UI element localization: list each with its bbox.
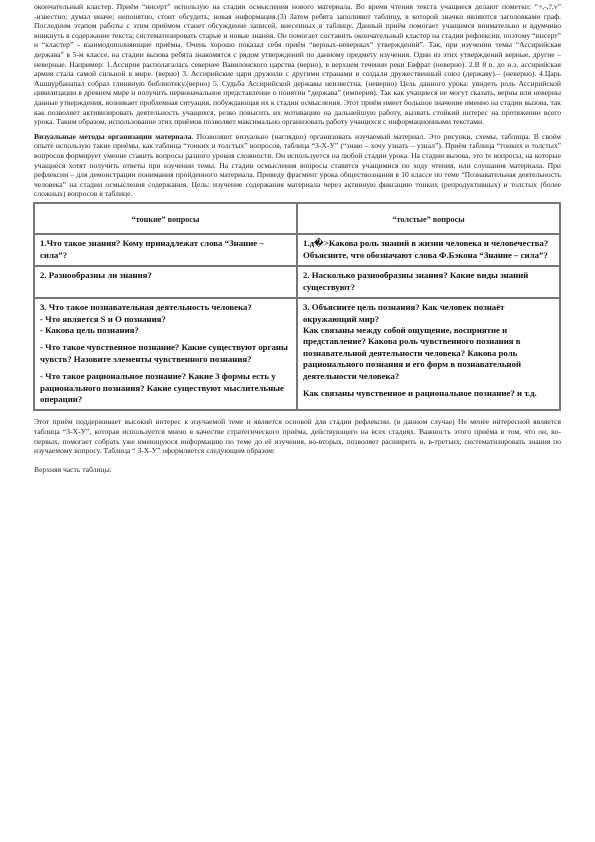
table-row: [34, 298, 560, 410]
header-thick-questions: “толстые” вопросы: [297, 203, 560, 235]
table-cell-thick: [297, 266, 560, 298]
cell-question: - Какова цель познания?: [40, 324, 139, 335]
table-row: [34, 234, 560, 266]
questions-table: [33, 202, 561, 411]
cell-question: 2. Насколько разнообразны знания? Какие виды знаний существуют?: [303, 270, 529, 292]
paragraph-insert-method: окончательный кластер. Приём “инсерт” использую на стадии осмысления нового материала. Во время чтения текста учащиеся делают пометки: “+,-,?,v” -известно; думал иначе; непонятно, стоит обсудить; новая информация.(3) Затем ребята заполняют таблицу, в которой значки являются заголовками граф. Последним этапом работы с этим приёмом станет обсуждение записей, внесенных в таблицу. Данный приём помогает учащимся внимательно и вдумчиво вникнуть в содержание текста; систематизировать старые и новые знания. Он помогает составить окончательный кластер на стадии рефлексии, поэтому “инсерт” и “кластер” - взаимодополняющие приёмы. Очень хорошо показал себя приём “верных-неверных” утверждений”. Так, при изучении темы “Ассирийская держава” в 5-м классе, на стадии вызова ребята знакомятся с рядом утверждений по данному предмету изучения. Один из этих утверждений верные, другие – неверные. Например: 1.Ассирия располагалась севернее Вавилонского царства (верно), в верхнем течении реки Евфрат (неверно). 2.В 8 в. до н.э. ассирийская армия стала самой сильной в мире. (верно) 3. Ассирийские цари дружили с другими странами и создали дружественный союз (державу).– (неверно). 4.Царь Ашшурбанапал собрал глиняную библиотеку.(верно) 5. Судьба Ассирийской державы неизвестна. (неверно) Цель данного урока: увидеть роль Ассирийской цивилизации в древнем мире и получить первоначальное представление о понятии “держава” (империя). Так как учащиеся не могут сказать, верны или неверны данные утверждения, возникает проблемная ситуация, побуждающая их к стадии осмысления. Этот приём имеет большое значение именно на стадии вызова, так как позволяет активизировать деятельность учащихся, резко повысить их мотивацию на дальнейшую работу, вызвать стойкий интерес на протяжении всего урока. Таким образом, использование этих приёмов позволяет максимально организовать работу учащихся с информационными текстами.: [34, 2, 561, 127]
paragraph-visual-methods: [34, 132, 561, 199]
paragraph-visual-methods-body: . Позволяют визуально (наглядно) организовать изучаемый материал. Это рисунки, схемы, таблицы. В своём опыте использую такие приёмы, как таблица “тонких и толстых” вопросов, таблица “З-Х-У” (“знаю – хочу узнать – узнал”). Приём таблица “тонких и толстых” вопросов формирует умение ставить вопросы разного уровня сложности. Он используется на любой стадии урока. На стадии вызова, это те вопросы, на которые учащиеся хотят получить ответы при изучении темы. На стадии осмысления вопросы ставятся учащимися по ходу чтения, или слушания материала. При рефлексии – для демонстрации понимания пройденного материала. Приведу фрагмент урока обществознания в 10 классе по теме “Познавательная деятельность человека” на стадии осмысления содержания. Цель: изучение содержания материала через активную фиксацию тонких (репродуктивных) и толстых (более сложных) вопросов в таблице.: [34, 131, 561, 199]
cell-question: - Что такое рациональное познание? Какие 3 формы есть у рационального познания? Какие существуют мыслительные операции?: [40, 371, 284, 404]
questions-table-body: [34, 234, 560, 410]
table-row: [34, 266, 560, 298]
cell-question: Как связаны чувственное и рациональное познание? и т.д.: [303, 387, 537, 398]
cell-question: 1.Что такое знания? Кому принадлежат слова “Знание – сила”?: [40, 238, 264, 260]
table-cell-thick: [297, 298, 560, 410]
table-cell-thick: [297, 234, 560, 266]
cell-question: 3. Что такое познавательная деятельность человека?: [40, 302, 252, 313]
cell-question: - Что является S и О познания?: [40, 313, 166, 324]
table-cell-thin: [34, 266, 297, 298]
table-cell-thin: [34, 234, 297, 266]
table-caption: Верхняя часть таблицы:: [34, 464, 112, 474]
header-thin-questions: “тонкие” вопросы: [34, 203, 297, 235]
cell-question: 2. Разнообразны ли знания?: [40, 270, 152, 281]
cell-question: 3. Объясните цель познания? Как человек познаёт окружающий мир?: [303, 302, 505, 324]
table-cell-thin: [34, 298, 297, 410]
paragraph-visual-methods-title: Визуальные методы организации материала: [34, 131, 192, 141]
paragraph-zxu-table: Этот приём поддерживает высокий интерес к изучаемой теме и является основой для стадии рефлексии. (в данном случае) Не менее интересной является таблица “З-Х-У”, которая используется мною в качестве стратегического приёма, действующего на всех стадиях. Важность этого приёма в том, что он, во-первых, помогает собрать уже имеющуюся информацию по теме до её изучения, во-вторых, позволяет расширить и, в-третьих, систематизировать знания по изучаемому вопросу. Таблица “ З-Х-У” оформляется следующим образом:: [34, 417, 561, 456]
cell-question: 1.д�>Какова роль знаний в жизни человека и человечества? Объясните, что обозначают слова Ф.Бэкона “Знание – сила”?: [303, 238, 549, 260]
cell-question: Как связаны между собой ощущение, восприятие и представление? Какова роль чувственного познания в познавательной деятельности человека? Какова роль рационального познания и его форм в познавательной деятельности человека?: [303, 324, 522, 381]
cell-question: - Что такое чувственное познание? Какие существуют органы чувств? Назовите элементы чувственного познания?: [40, 342, 288, 364]
